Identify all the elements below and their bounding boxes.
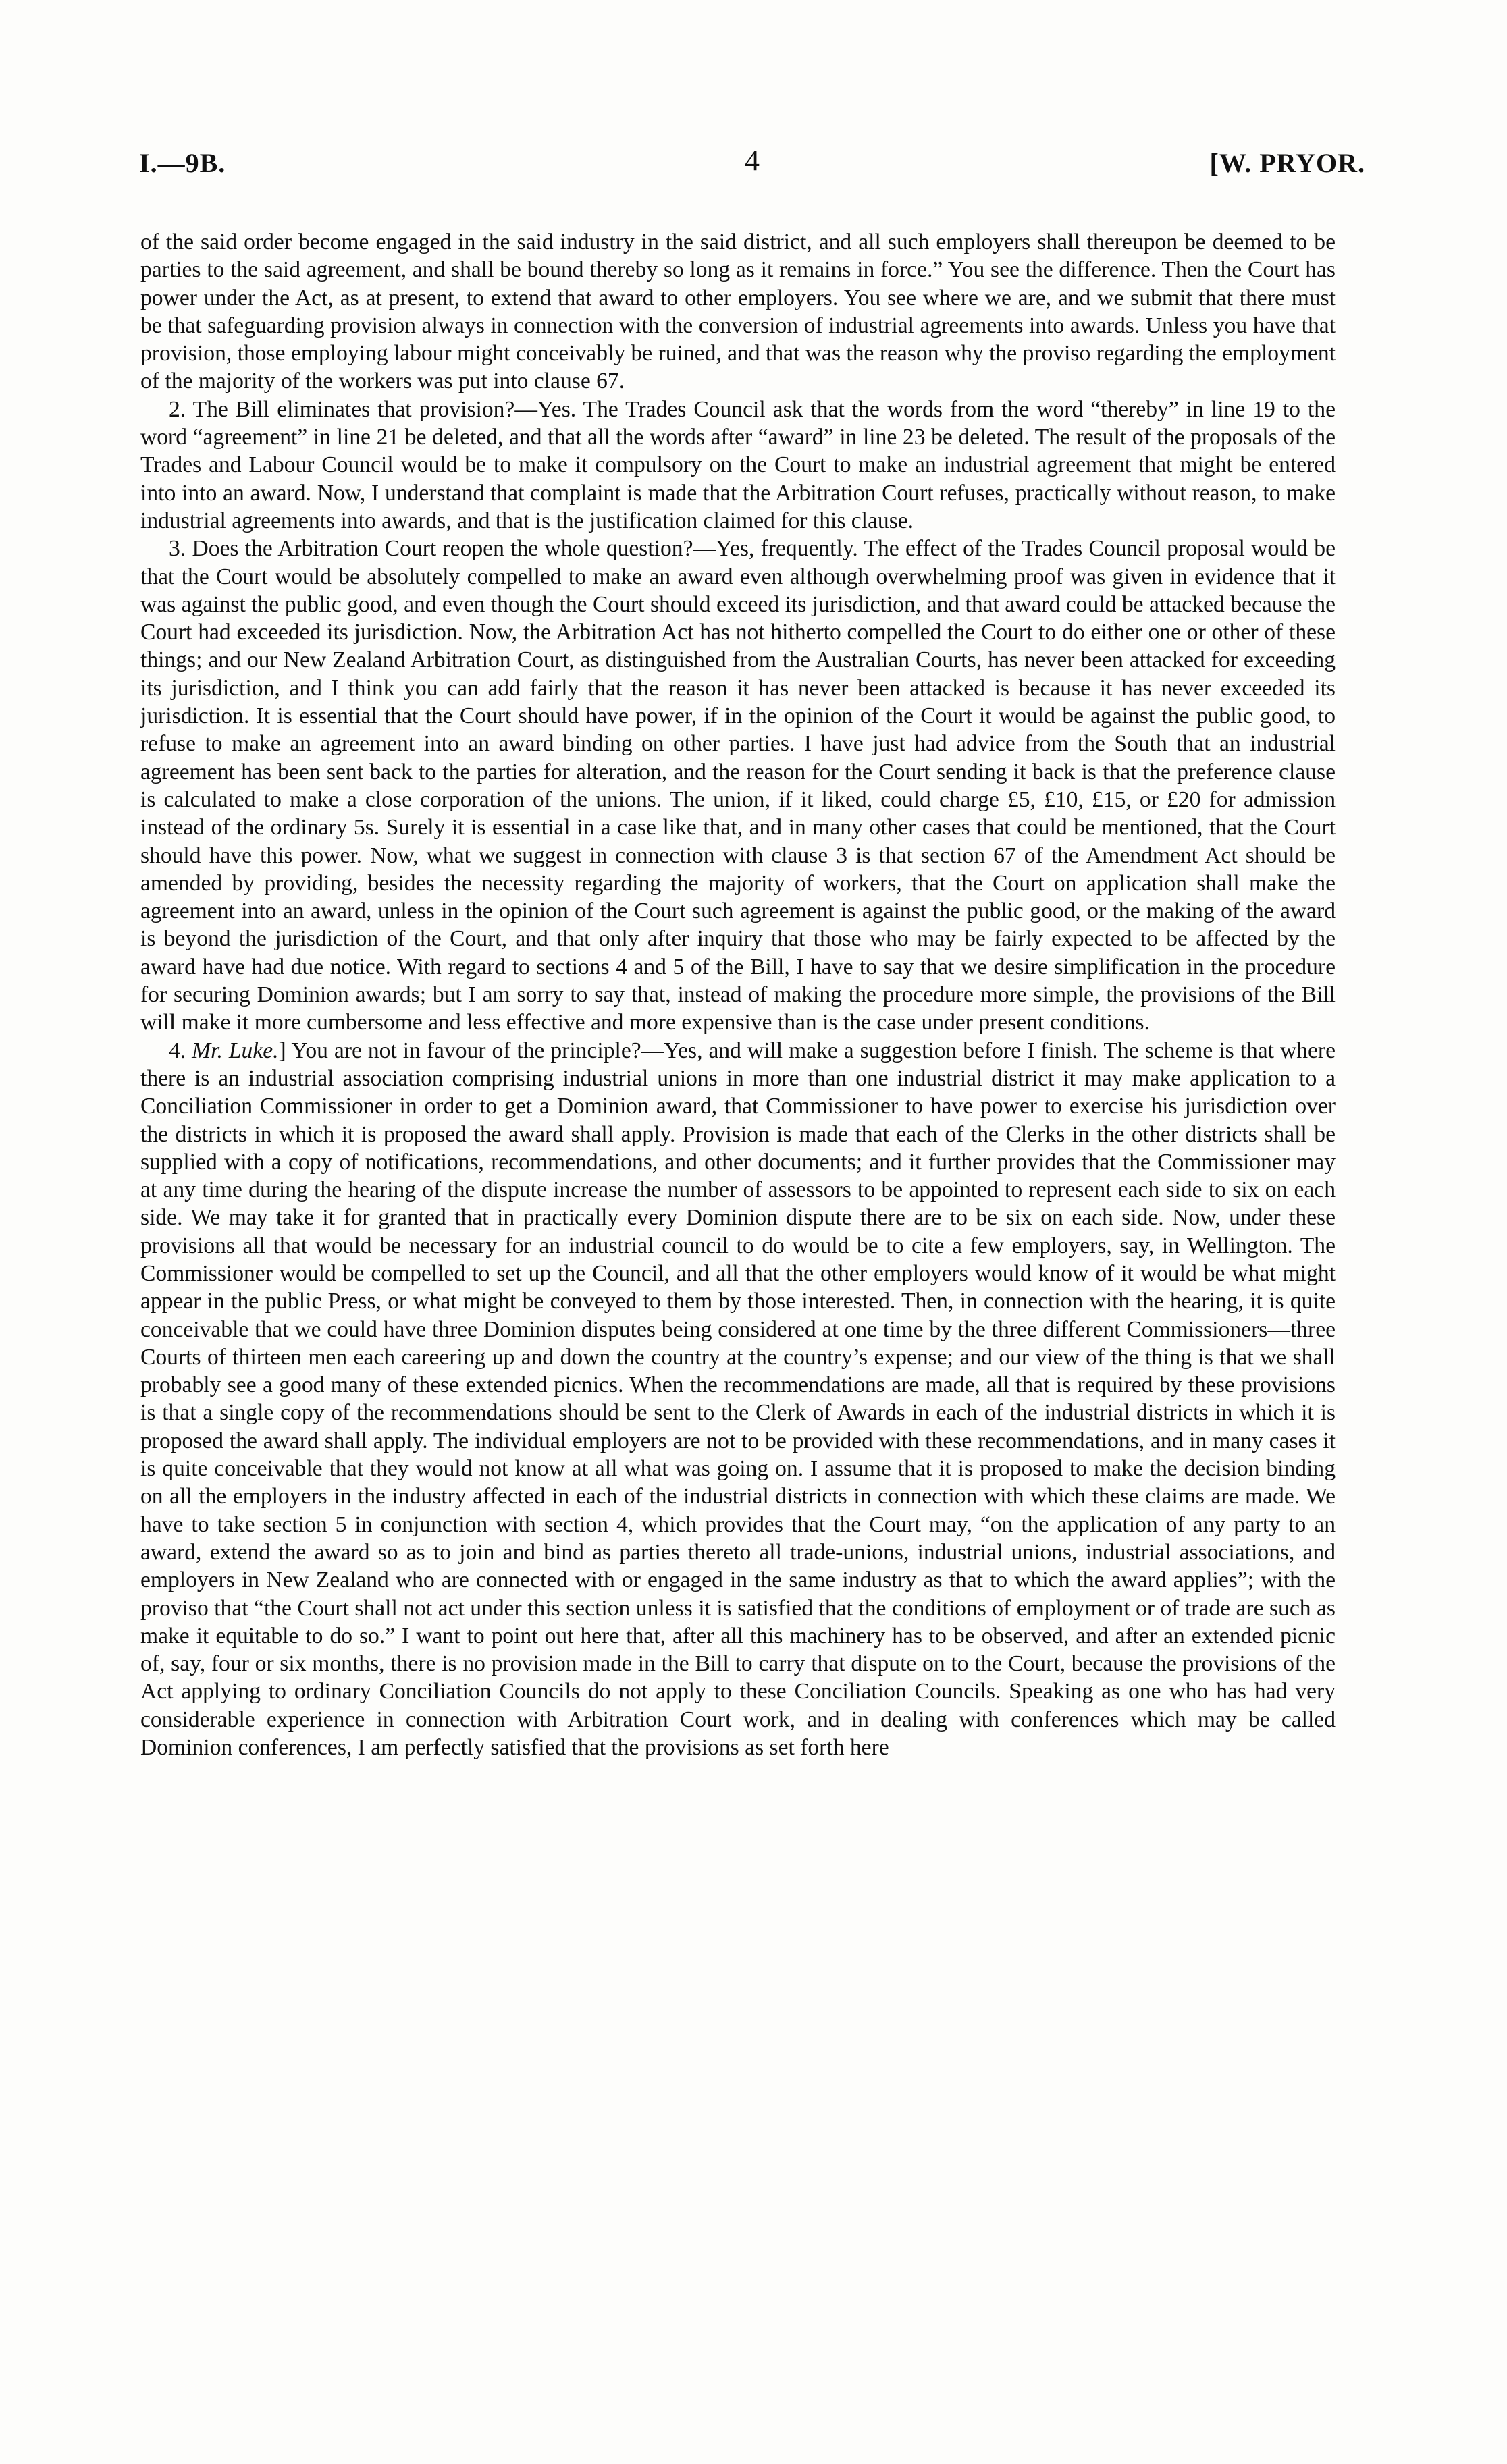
witness-name: [W. PRYOR. <box>1209 148 1365 178</box>
document-body <box>140 228 1336 1761</box>
paragraph-continuation: of the said order become engaged in the said industry in the said district, and all such employers shall thereupon be deemed to be parties to the said agreement, and shall be bound thereby so long as it remains in force.” You see the difference. Then the Court has power under the Act, as at present, to extend that award to other employers. You see where we are, and we submit that there must be that safeguarding provision always in connection with the conversion of industrial agreements into awards. Unless you have that provision, those employing labour might conceivably be ruined, and that was the reason why the proviso regarding the employment of the majority of the workers was put into clause 67. <box>140 230 1336 394</box>
page-number: 4 <box>745 144 760 177</box>
speaker-name: Mr. Luke. <box>192 1038 279 1063</box>
question-number: 4. <box>169 1038 192 1063</box>
paragraph-question-2: 2. The Bill eliminates that provision?—Yes. The Trades Council ask that the words from the word “thereby” in line 19 to the word “agreement” in line 21 be deleted, and that all the words after “award” in line 23 be deleted. The result of the proposals of the Trades and Labour Council would be to make it compulsory on the Court to make an industrial agreement that might be entered into into an award. Now, I understand that complaint is made that the Arbitration Court refuses, practically without reason, to make industrial agreements into awards, and that is the justification claimed for this clause. <box>140 396 1336 533</box>
page-header <box>139 144 1365 188</box>
paragraph-question-4 <box>140 1037 1336 1762</box>
parliamentary-paper-reference: I.—9B. <box>139 148 226 178</box>
paragraph-question-3: 3. Does the Arbitration Court reopen the whole question?—Yes, frequently. The effect of the Trades Council proposal would be that the Court would be absolutely compelled to make an award even although overwhelming proof was given in evidence that it was against the public good, and even though the Court should exceed its jurisdiction, and that award could be attacked because the Court had exceeded its jurisdiction. Now, the Arbitration Act has not hitherto compelled the Court to do either one or other of these things; and our New Zealand Arbitration Court, as distinguished from the Australian Courts, has never been attacked for exceeding its jurisdiction, and I think you can add fairly that the reason it has never been attacked is because it has never exceeded its jurisdiction. It is essential that the Court should have power, if in the opinion of the Court it would be against the public good, to refuse to make an agreement into an award binding on other parties. I have just had advice from the South that an industrial agreement has been sent back to the parties for alteration, and the reason for the Court sending it back is that the preference clause is calculated to make a close corporation of the unions. The union, if it liked, could charge £5, £10, £15, or £20 for admission instead of the ordinary 5s. Surely it is essential in a case like that, and in many other cases that could be mentioned, that the Court should have this power. Now, what we suggest in connection with clause 3 is that section 67 of the Amendment Act should be amended by providing, besides the necessity regarding the majority of workers, that the Court on application shall make the agreement into an award, unless in the opinion of the Court such agreement is against the public good, or the making of the award is beyond the jurisdiction of the Court, and that only after inquiry that those who may be fairly expected to be affected by the award have had due notice. With regard to sections 4 and 5 of the Bill, I have to say that we desire simplification in the procedure for securing Dominion awards; but I am sorry to say that, instead of making the procedure more simple, the provisions of the Bill will make it more cumbersome and less effective and more expensive than is the case under present conditions. <box>140 536 1336 1036</box>
paragraph-text: ] You are not in favour of the principle?—Yes, and will make a suggestion before I finish. The scheme is that where there is an industrial association comprising industrial unions in more than one industrial district it may make application to a Conciliation Commissioner in order to get a Dominion award, that Commissioner to have power to exercise his jurisdiction over the districts in which it is proposed the award shall apply. Provision is made that each of the Clerks in the other districts shall be supplied with a copy of notifications, recommendations, and other documents; and it further provides that the Commissioner may at any time during the hearing of the dispute increase the number of assessors to be appointed to represent each side to six on each side. We may take it for granted that in practically every Dominion dispute there are to be six on each side. Now, under these provisions all that would be necessary for an industrial council to do would be to cite a few employers, say, in Wellington. The Commissioner would be compelled to set up the Council, and all that the other employers would know of it would be what might appear in the public Press, or what might be conveyed to them by those interested. Then, in connection with the hearing, it is quite conceivable that we could have three Dominion disputes being considered at one time by the three different Commissioners—three Courts of thirteen men each careering up and down the country at the country’s expense; and our view of the thing is that we shall probably see a good many of these extended picnics. When the recommendations are made, all that is required by these provisions is that a single copy of the recommendations should be sent to the Clerk of Awards in each of the industrial districts in which it is proposed the award shall apply. The individual employers are not to be provided with these recommendations, and in many cases it is quite conceivable that they would not know at all what was going on. I assume that it is proposed to make the decision binding on all the employers in the industry affected in each of the industrial districts in connection with which these claims are made. We have to take section 5 in conjunction with section 4, which provides that the Court may, “on the application of any party to an award, extend the award so as to join and bind as parties thereto all trade-unions, industrial unions, industrial associations, and employers in New Zealand who are connected with or engaged in the same industry as that to which the award applies”; with the proviso that “the Court shall not act under this section unless it is satisfied that the conditions of employment or of trade are such as make it equitable to do so.” I want to point out here that, after all this machinery has to be observed, and after an extended picnic of, say, four or six months, there is no provision made in the Bill to carry that dispute on to the Court, because the provisions of the Act applying to ordinary Conciliation Councils do not apply to these Conciliation Councils. Speaking as one who has had very considerable experience in connection with Arbitration Court work, and in dealing with conferences which may be called Dominion conferences, I am perfectly satisfied that the provisions as set forth here <box>140 1038 1336 1761</box>
